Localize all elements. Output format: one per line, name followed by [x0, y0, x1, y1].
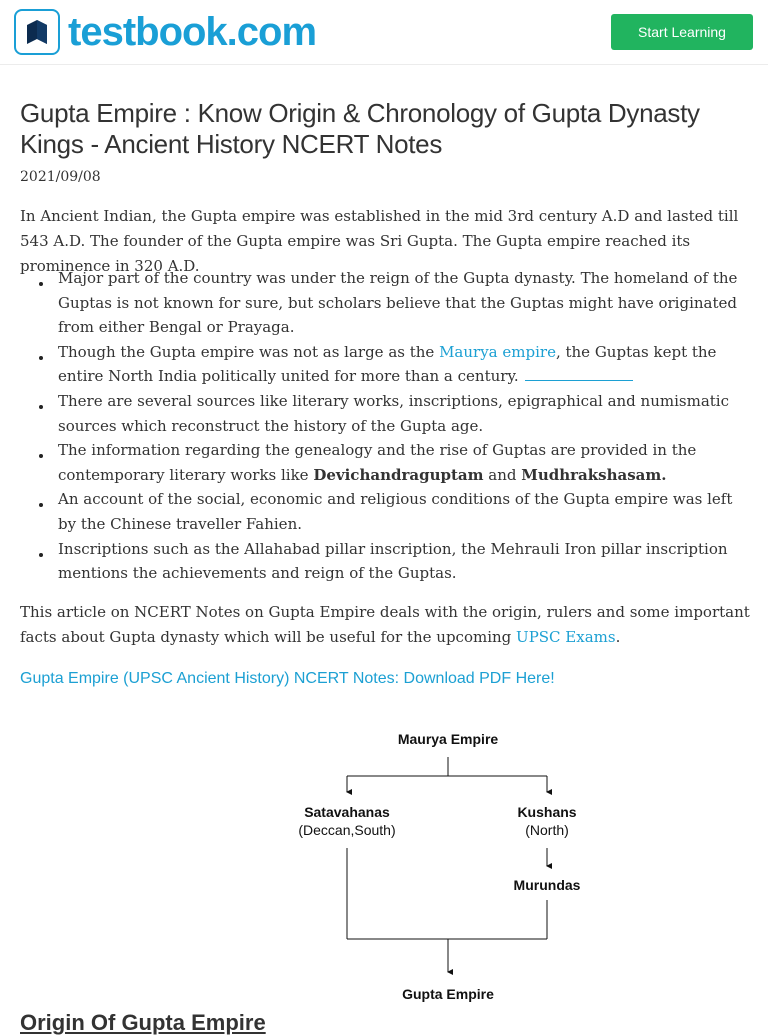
download-pdf-link[interactable]: Gupta Empire (UPSC Ancient History) NCERT Notes: Download PDF Here! — [20, 670, 555, 687]
testbook-logo-icon — [14, 9, 60, 55]
work-title-mudhrakshasam: Mudhrakshasam. — [521, 465, 667, 484]
article-date: 2021/09/08 — [20, 169, 101, 185]
list-item: Inscriptions such as the Allahabad pillar inscription, the Mehrauli Iron pillar inscription mentions the achievements and reign of the Guptas. — [20, 537, 750, 586]
bullet-dot — [39, 405, 43, 409]
bullet-dot — [39, 553, 43, 557]
article-title: Gupta Empire : Know Origin & Chronology of Gupta Dynasty Kings - Ancient History NCERT Notes — [20, 98, 700, 159]
list-item: The information regarding the genealogy and the rise of Guptas are provided in the contemporary literary works like Devichandraguptam and Mudhrakshasam. — [20, 438, 750, 487]
lineage-diagram — [0, 720, 768, 1010]
bullet-dot — [39, 503, 43, 507]
work-title-devichandraguptam: Devichandraguptam — [313, 465, 484, 484]
bullet-dot — [39, 282, 43, 286]
node-maurya-empire: Maurya Empire — [397, 731, 499, 747]
list-item: Major part of the country was under the reign of the Gupta dynasty. The homeland of the Guptas is not known for sure, but scholars believe that the Guptas might have originated from either Bengal or Prayaga. — [20, 266, 750, 340]
maurya-empire-link[interactable]: Maurya empire — [439, 342, 556, 361]
upsc-exams-link[interactable]: UPSC Exams — [516, 628, 616, 646]
logo-text: testbook.com — [68, 10, 317, 54]
link-underline-decoration — [525, 380, 633, 381]
site-header — [0, 0, 768, 65]
list-item: There are several sources like literary works, inscriptions, epigraphical and numismatic sources which reconstruct the history of the Gupta age. — [20, 389, 750, 438]
outro-paragraph: This article on NCERT Notes on Gupta Empire deals with the origin, rulers and some important facts about Gupta dynasty which will be useful for the upcoming UPSC Exams. — [20, 603, 750, 646]
section-heading-origin: Origin Of Gupta Empire — [20, 1010, 266, 1035]
start-learning-button[interactable]: Start Learning — [611, 14, 753, 50]
key-points-list — [20, 266, 750, 586]
node-murundas: Murundas — [513, 877, 581, 893]
bullet-dot — [39, 356, 43, 360]
node-kushans-region: (North) — [525, 822, 569, 838]
list-item: An account of the social, economic and religious conditions of the Gupta empire was left by the Chinese traveller Fahien. — [20, 487, 750, 536]
node-kushans: Kushans — [517, 804, 577, 820]
node-satavahanas: Satavahanas — [304, 804, 390, 820]
list-item: Though the Gupta empire was not as large as the Maurya empire, the Guptas kept the entire North India politically united for more than a century. — [20, 340, 750, 389]
bullet-dot — [39, 454, 43, 458]
site-logo[interactable] — [14, 9, 316, 55]
node-satavahanas-region: (Deccan,South) — [298, 822, 396, 838]
node-gupta-empire: Gupta Empire — [402, 986, 494, 1002]
intro-paragraph: In Ancient Indian, the Gupta empire was established in the mid 3rd century A.D and lasted till 543 A.D. The founder of the Gupta empire was Sri Gupta. The Gupta empire reached its prominence in 320 A.D. — [20, 207, 739, 275]
